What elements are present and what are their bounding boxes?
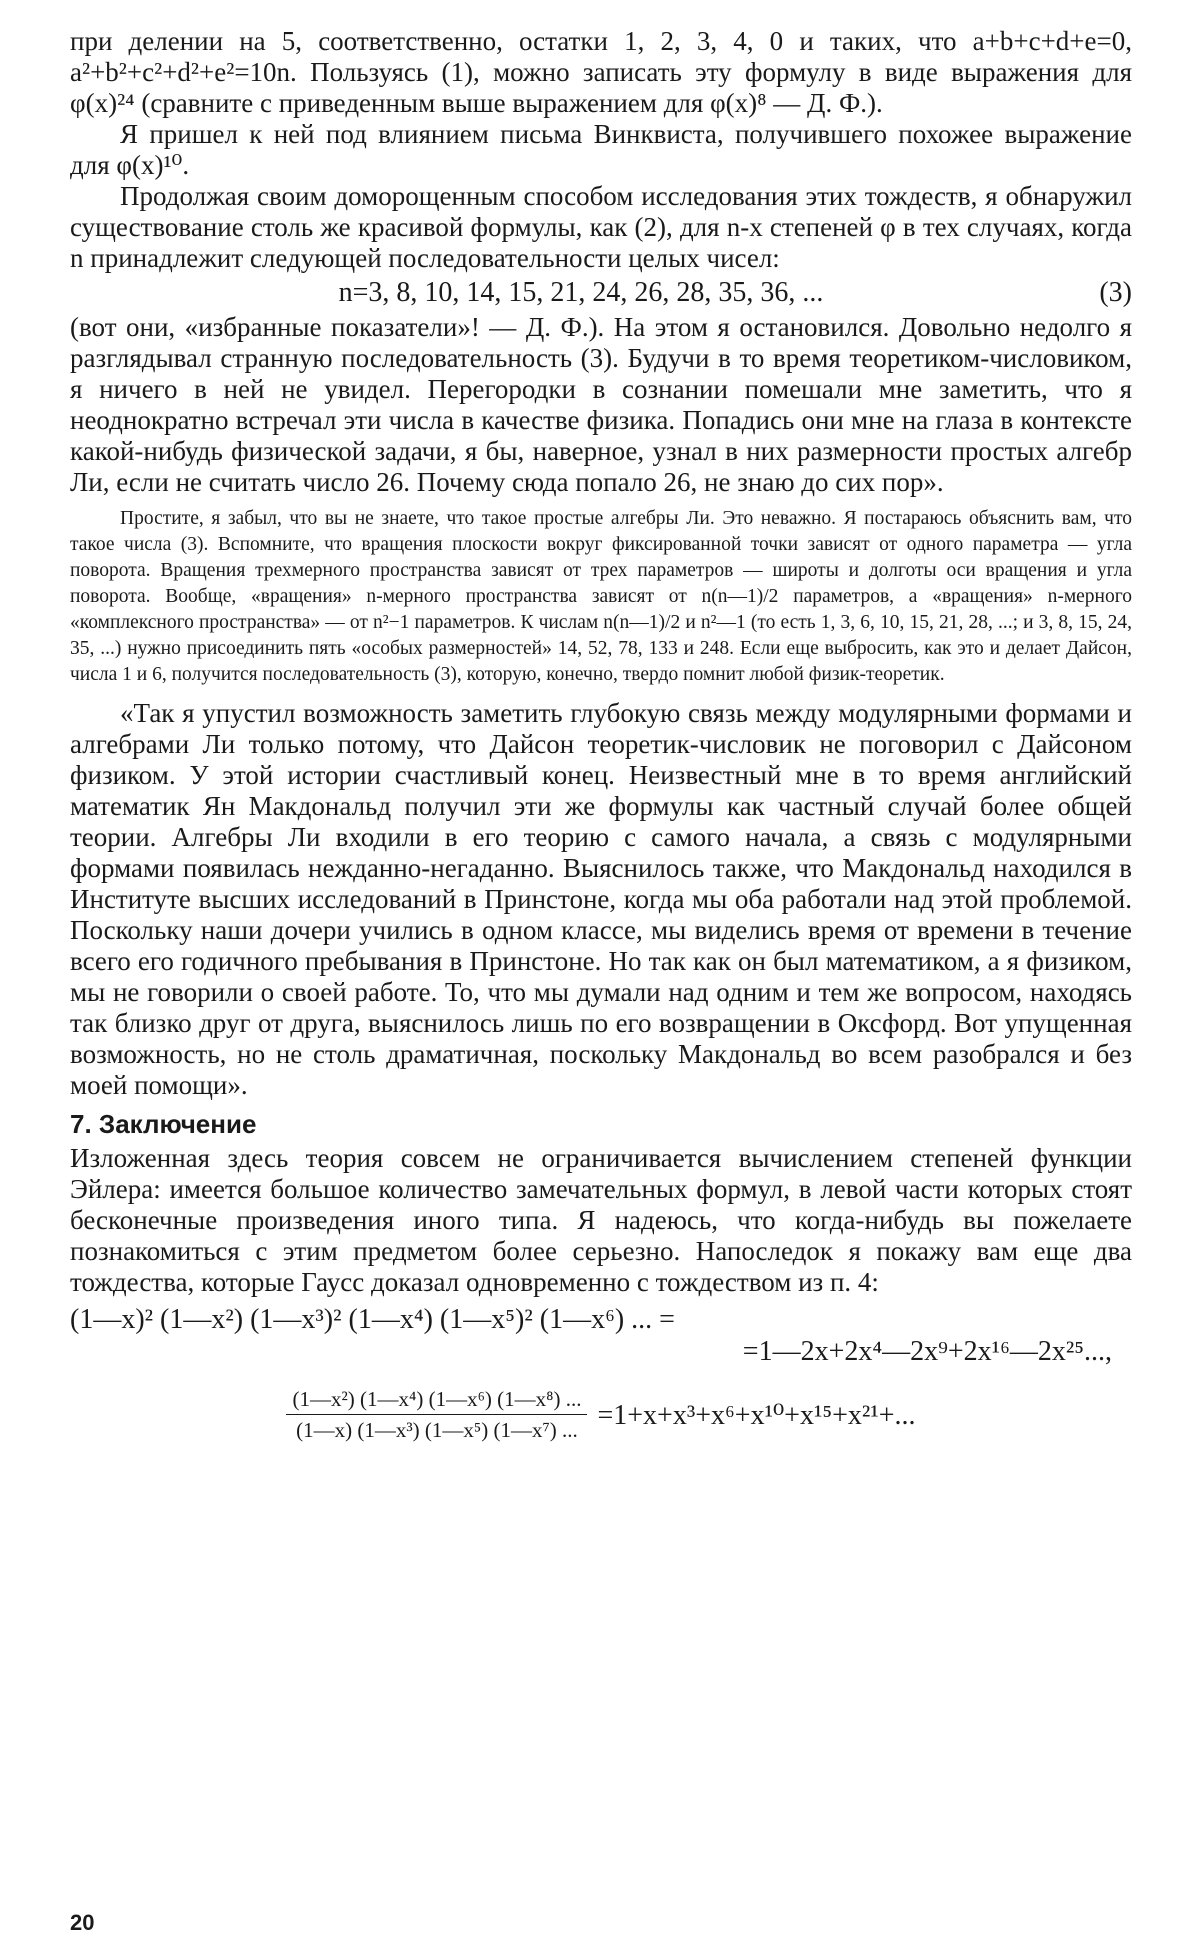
gauss-1-lhs: (1—x)² (1—x²) (1—x³)² (1—x⁴) (1—x⁵)² (1—x⁶) ... = — [70, 1304, 675, 1335]
paragraph-4: (вот они, «избранные показатели»! — Д. Ф.). На этом я остановился. Довольно недолго я разглядывал странную последовательность (3). Будучи в то время теоретиком-числовиком, я ничего в ней не увидел. Перегородки в сознании помешали мне заметить, что я неоднократно встречал эти числа в качестве физика. Попадись они мне на глаза в контексте какой-нибудь физической задачи, я бы, наверное, узнал в них размерности простых алгебр Ли, если не считать число 26. Почему сюда попало 26, не знаю до сих пор». — [70, 312, 1132, 497]
note-text-1: Простите, я забыл, что вы не знаете, что такое простые алгебры Ли. Это неважно. Я постараюсь объяснить вам, что такое числа (3). Вспомните, что вращения плоскости вокруг фиксированной точки зависят от одного параметра — угла поворота. Вращения трехмерного пространства зависят от трех параметров — широты и долготы оси вращения и угла поворота. Вообще, «вращения» n-мерного пространства зависят от — [70, 508, 1132, 607]
formula-3 — [70, 276, 1132, 310]
page-number: 20 — [70, 1910, 95, 1935]
note-text-2: параметров, а «вращения» n-мерного «комплексного пространства» — от n²−1 параметров. К числам n(n—1)/2 и n²—1 (то есть 1, 3, 6, 10, 15, 21, 28, ...; и 3, 8, 15, 24, 35, ...) нужно присоединить пять «особых размерностей» 14, 52, 78, 133 и 248. Если еще выбросить, как это и делает Дайсон, числа 1 и 6, получится последовательность (3), которую, конечно, твердо помнит любой физик-теоретик. — [70, 586, 1133, 685]
note-fraction: n(n—1)/2 — [701, 586, 779, 607]
paragraph-6: Изложенная здесь теория совсем не ограничивается вычислением степеней функции Эйлера: имеется большое количество замечательных формул, в левой части которых стоят бесконечные произведения иного типа. Я надеюсь, что когда-нибудь вы пожелаете познакомиться с этим предметом более серьезно. Напоследок я покажу вам еще два тождества, которые Гаусс доказал одновременно с тождеством из п. 4: — [70, 1143, 1132, 1297]
gauss-1-rhs: =1—2x+2x⁴—2x⁹+2x¹⁶—2x²⁵..., — [742, 1336, 1112, 1367]
gauss-identity-2 — [70, 1386, 1132, 1443]
footnote-block — [70, 506, 1132, 688]
gauss-2-rhs: =1+x+x³+x⁶+x¹⁰+x¹⁵+x²¹+... — [597, 1399, 916, 1431]
paragraph-1: при делении на 5, соответственно, остатки 1, 2, 3, 4, 0 и таких, что a+b+c+d+e=0, a²+b²+c²+d²+e²=10n. Пользуясь (1), можно записать эту формулу в виде выражения для φ(x)²⁴ (сравните с приведенным выше выражением для φ(x)⁸ — Д. Ф.). — [70, 26, 1132, 118]
gauss-identity-1 — [70, 1304, 1132, 1368]
formula-3-expression: n=3, 8, 10, 14, 15, 21, 24, 26, 28, 35, 36, ... — [338, 277, 824, 308]
paragraph-5: «Так я упустил возможность заметить глубокую связь между модулярными формами и алгебрами Ли только потому, что Дайсон теоретик-числовик не поговорил с Дайсоном физиком. У этой истории счастливый конец. Неизвестный мне в то время английский математик Ян Макдональд получил эти же формулы как частный случай более общей теории. Алгебры Ли входили в его теорию с самого начала, а связь с модулярными формами появилась нежданно-негаданно. Выяснилось также, что Макдональд находился в Институте высших исследований в Принстоне, когда мы оба работали над этой проблемой. Поскольку наши дочери учились в одном классе, мы виделись время от времени в течение всего его годичного пребывания в Принстоне. Но так как он был математиком, а я физиком, мы не говорили о своей работе. То, что мы думали над одним и тем же вопросом, находясь так близко друг от друга, выяснилось лишь по его возвращении в Оксфорд. Вот упущенная возможность, но не столь драматичная, поскольку Макдональд во всем разобрался и без моей помощи». — [70, 698, 1132, 1100]
paragraph-2: Я пришел к ней под влиянием письма Винквиста, получившего похожее выражение для φ(x)¹⁰. — [70, 119, 1132, 180]
page-body — [70, 26, 1132, 1443]
gauss-2-fraction — [286, 1386, 587, 1443]
gauss-2-numerator: (1—x²) (1—x⁴) (1—x⁶) (1—x⁸) ... — [286, 1386, 587, 1415]
gauss-2-denominator: (1—x) (1—x³) (1—x⁵) (1—x⁷) ... — [296, 1418, 578, 1442]
formula-3-number: (3) — [1099, 277, 1132, 308]
note-part-1 — [70, 506, 1132, 688]
paragraph-3: Продолжая своим доморощенным способом исследования этих тождеств, я обнаружил существование столь же красивой формулы, как (2), для n-х степеней φ в тех случаях, когда n принадлежит следующей последовательности целых чисел: — [70, 181, 1132, 273]
section-heading: 7. Заключение — [70, 1109, 257, 1139]
